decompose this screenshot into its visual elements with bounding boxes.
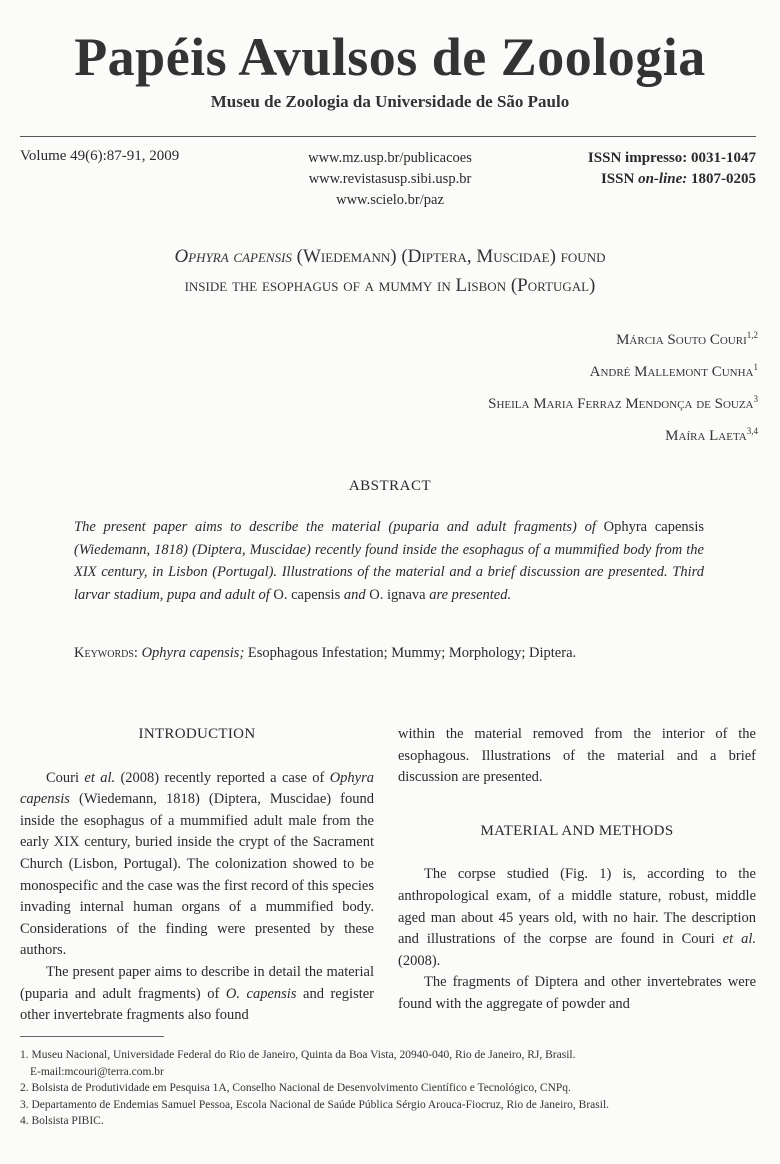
methods-paragraph-2: The fragments of Diptera and other invertebrates were found with the aggregate of powder and	[398, 974, 756, 1012]
author: Maíra Laeta$^{3,4}$	[665, 426, 758, 444]
footnote: 3. Departamento de Endemias Samuel Pessoa, Escola Nacional de Saúde Pública Sérgio Arouca-Fiocruz, Rio de Janeiro, Brasil.	[20, 1098, 610, 1111]
footnote: 2. Bolsista de Produtividade em Pesquisa 1A, Conselho Nacional de Desenvolvimento Científico e Tecnológico, CNPq.	[20, 1082, 571, 1094]
header-rule	[20, 136, 756, 137]
issn-block	[588, 148, 756, 190]
issn-print: ISSN impresso: 0031-1047	[587, 150, 756, 166]
column-right	[398, 724, 756, 1016]
issn-online-number: 1807-0205	[691, 171, 756, 187]
column-left	[20, 724, 374, 1027]
keywords-species: Ophyra capensis;	[141, 645, 245, 661]
url-link[interactable]: www.revistasusp.sibi.usp.br	[308, 171, 472, 187]
url-link[interactable]: www.scielo.br/paz	[336, 192, 444, 208]
url-link[interactable]: www.mz.usp.br/publicacoes	[308, 150, 472, 166]
title-rest: (Wiedemann) (Diptera, Muscidae) found	[291, 246, 606, 267]
footnote-email[interactable]: E-mail:mcouri@terra.com.br	[30, 1065, 164, 1078]
methods-heading: MATERIAL AND METHODS	[480, 822, 674, 839]
issn-online-italic: on-line:	[638, 171, 688, 187]
author: André Mallemont Cunha$^1$	[589, 362, 758, 380]
journal-title: Papéis Avulsos de Zoologia	[74, 27, 706, 87]
author: Márcia Souto Couri$^{1,2}$	[616, 330, 758, 348]
issn-online-prefix: ISSN	[600, 171, 635, 187]
title-line2: inside the esophagus of a mummy in Lisbon (Portugal)	[184, 275, 596, 296]
intro-paragraph-1: Couri et al. (2008) recently reported a case of Ophyra capensis (Wiedemann, 1818) (Diptera, Muscidae) found inside the esophagus of a mummified adult male from the early XIX century, buried inside the crypt of the Sacrament Church (Lisbon, Portugal). The colonization showed to be monospecific and the case was the first record of this species invading internal human organs of a mummified body. Considerations of the finding were presented by these authors.	[20, 769, 374, 959]
intro-paragraph-2-continued: within the material removed from the interior of the esophagous. Illustrations of the material and a brief discussion are presented.	[398, 726, 756, 786]
institution-name: Museu de Zoologia da Universidade de São Paulo	[210, 92, 570, 111]
abstract-body: The present paper aims to describe the material (puparia and adult fragments) of Ophyra capensis (Wiedemann, 1818) (Diptera, Muscidae) recently found inside the esophagus of a mummified body from the XIX century, in Lisbon (Portugal). Illustrations of the material and a brief discussion are presented. Third larvar stadium, pupa and adult of O. capensis and O. ignava are presented.	[74, 519, 704, 603]
keywords-rest: Esophagous Infestation; Mummy; Morphology; Diptera.	[244, 645, 577, 661]
abstract-heading: ABSTRACT	[348, 478, 432, 494]
keywords-label: Keywords:	[74, 645, 138, 661]
keywords	[74, 642, 704, 664]
methods-paragraph-1: The corpse studied (Fig. 1) is, according to the anthropological exam, of a middle stature, robust, middle aged man about 45 years old, with no hair. The description and illustrations of the corpse are found in Couri et al. (2008).	[398, 866, 756, 969]
intro-paragraph-2: The present paper aims to describe in detail the material (puparia and adult fragments) of O. capensis and register other invertebrate fragments also found	[20, 963, 375, 1024]
article-title	[30, 242, 750, 300]
footnote: 4. Bolsista PIBIC.	[20, 1115, 104, 1127]
author: Sheila Maria Ferraz Mendonça de Souza$^3$	[488, 394, 758, 412]
author-list	[488, 322, 758, 450]
title-species: Ophyra capensis	[174, 246, 292, 267]
introduction-heading: INTRODUCTION	[138, 726, 256, 742]
volume-info: Volume 49(6):87-91, 2009	[20, 148, 180, 164]
footnote: 1. Museu Nacional, Universidade Federal do Rio de Janeiro, Quinta da Boa Vista, 20940-040, Rio de Janeiro, RJ, Brasil.	[20, 1049, 576, 1061]
journal-urls	[250, 148, 530, 211]
issn-online	[588, 169, 756, 190]
footnote-rule	[20, 1036, 164, 1037]
footnotes	[20, 1047, 760, 1130]
